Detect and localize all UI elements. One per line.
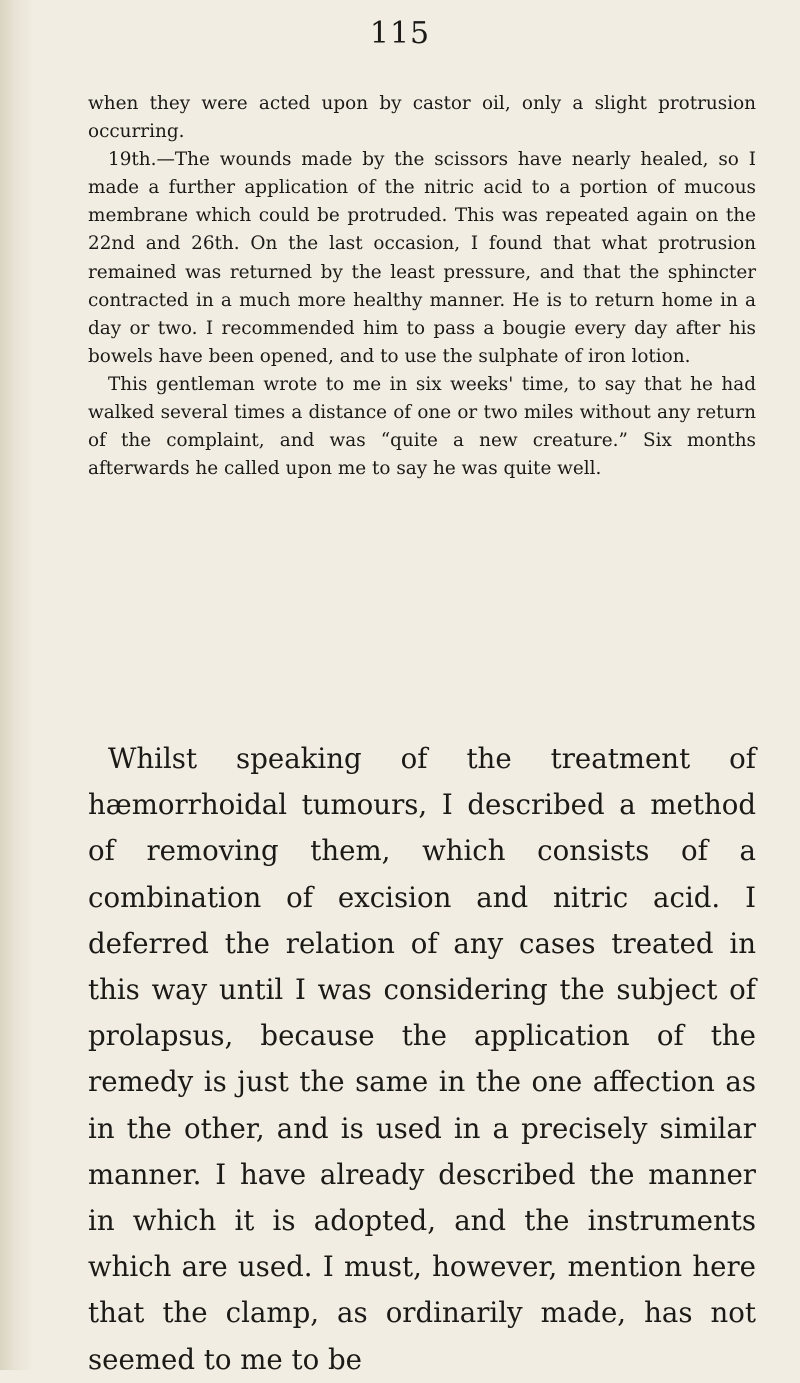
page-number: 115 <box>369 16 431 51</box>
paragraph-excision-method: Whilst speaking of the treatment of hæmorrhoidal tumours, I described a method of removing them, which consists of a combination of excision and nitric acid. I deferred the relation of any cases treated in this way until I was considering the subject of prolapsus, because the application of the remedy is just the same in the one affection as in the other, and is used in a precisely similar manner. I have already described the manner in which it is adopted, and the instruments which are used. I must, however, mention here that the clamp, as ordinarily made, has not seemed to me to be <box>88 742 756 1376</box>
case-report-text <box>88 90 756 483</box>
paragraph-follow-up: This gentleman wrote to me in six weeks' time, to say that he had walked several times a distance of one or two miles without any return of the complaint, and was “quite a new creature.” Six months afterwards he called upon me to say he was quite well. <box>88 373 756 480</box>
paragraph-continuation: when they were acted upon by castor oil, only a slight protrusion occurring. <box>88 93 756 143</box>
page-gutter-shadow <box>0 0 34 1370</box>
main-body-text <box>88 736 756 1383</box>
paragraph-19th-entry: 19th.—The wounds made by the scissors have nearly healed, so I made a further application of the nitric acid to a portion of mucous membrane which could be protruded. This was repeated again on the 22nd and 26th. On the last occasion, I found that what protrusion remained was returned by the least pressure, and that the sphincter contracted in a much more healthy manner. He is to return home in a day or two. I recommended him to pass a bougie every day after his bowels have been opened, and to use the sulphate of iron lotion. <box>88 149 756 367</box>
